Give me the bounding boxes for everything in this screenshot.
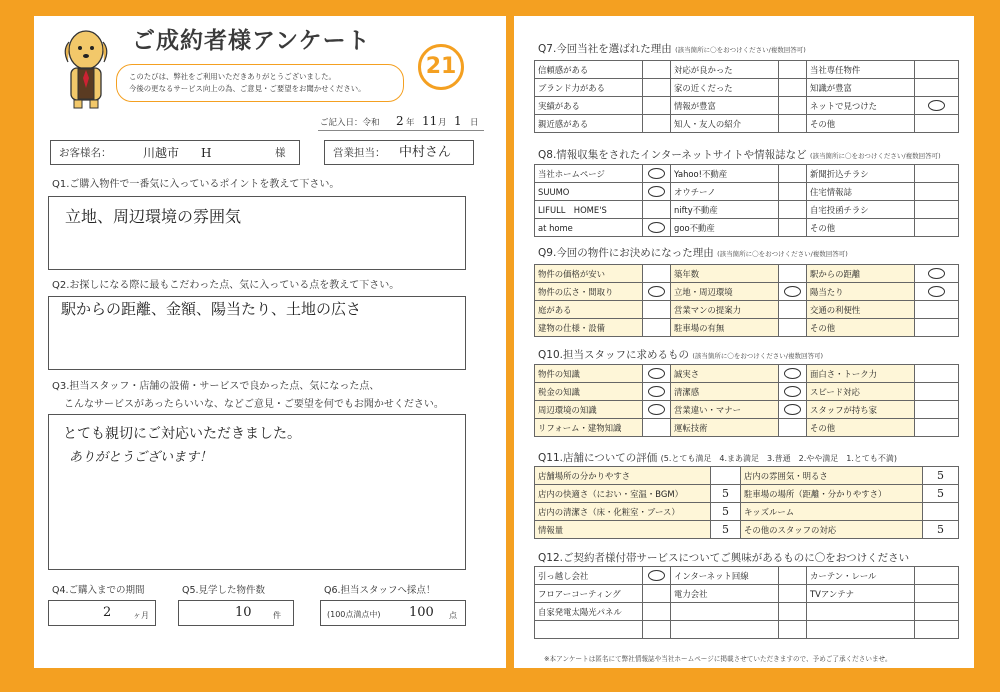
q10-option-label: 周辺環境の知識 bbox=[535, 401, 643, 419]
intro-bubble bbox=[116, 64, 404, 102]
century21-logo: 21 bbox=[418, 44, 464, 90]
q11-row bbox=[535, 503, 959, 521]
q12-checkbox[interactable] bbox=[779, 603, 807, 621]
q8-option-label: オウチーノ bbox=[671, 183, 779, 201]
q4-question: Q4.ご購入までの期間 bbox=[52, 585, 145, 596]
q6-unit: 点 bbox=[449, 611, 457, 620]
q10-checkbox[interactable] bbox=[779, 401, 807, 419]
q9-option-label: 物件の価格が安い bbox=[535, 265, 643, 283]
circle-mark-icon bbox=[648, 570, 665, 581]
q12-title: Q12.ご契約者様付帯サービスについてご興味があるものに〇をおつけください bbox=[538, 552, 910, 564]
customer-label: お客様名： bbox=[59, 147, 112, 159]
q10-row bbox=[535, 383, 959, 401]
q12-option-label bbox=[807, 621, 915, 639]
q2-answer: 駅からの距離、金額、陽当たり、土地の広さ bbox=[61, 300, 362, 318]
q9-option-label: 駅からの距離 bbox=[807, 265, 915, 283]
q11-score[interactable] bbox=[711, 467, 741, 485]
date-month-unit: 月 bbox=[438, 118, 447, 128]
q8-option-label: SUUMO bbox=[535, 183, 643, 201]
q12-option-label: TVアンテナ bbox=[807, 585, 915, 603]
q12-option-label bbox=[671, 621, 779, 639]
q10-checkbox[interactable] bbox=[779, 383, 807, 401]
q8-title: Q8.情報収集をされたインターネットサイトや情報誌など (該当箇所に〇をおつけください/複数回答可) bbox=[538, 149, 941, 161]
q8-option-label: 新聞折込チラシ bbox=[807, 165, 915, 183]
circle-mark-icon bbox=[648, 286, 665, 297]
q9-title: Q9.今回の物件にお決めになった理由 (該当箇所に〇をおつけください/複数回答可) bbox=[538, 247, 848, 259]
q9-checkbox[interactable] bbox=[779, 301, 807, 319]
q8-row bbox=[535, 165, 959, 183]
left-page bbox=[34, 16, 506, 668]
q11-item-label: その他のスタッフの対応 bbox=[741, 521, 923, 539]
date-prefix: ご記入日：令和 bbox=[320, 118, 380, 128]
q8-checkbox[interactable] bbox=[915, 201, 959, 219]
date-month: 11 bbox=[422, 114, 438, 128]
customer-initial: H bbox=[201, 146, 212, 160]
q4-answer-box[interactable] bbox=[48, 600, 156, 626]
q8-checkbox[interactable] bbox=[915, 219, 959, 237]
circle-mark-icon bbox=[648, 222, 665, 233]
q11-item-label: 店内の快適さ（におい・室温・BGM） bbox=[535, 485, 711, 503]
q11-score[interactable]: 5 bbox=[923, 485, 959, 503]
q7-option-label: 情報が豊富 bbox=[671, 97, 779, 115]
q8-checkbox[interactable] bbox=[779, 219, 807, 237]
circle-mark-icon bbox=[928, 268, 945, 279]
q12-option-label: カーテン・レール bbox=[807, 567, 915, 585]
q12-table bbox=[534, 566, 959, 639]
q11-item-label: キッズルーム bbox=[741, 503, 923, 521]
q8-option-label: goo不動産 bbox=[671, 219, 779, 237]
q10-option-label: スピード対応 bbox=[807, 383, 915, 401]
q10-checkbox[interactable] bbox=[915, 383, 959, 401]
q10-row bbox=[535, 419, 959, 437]
q7-row bbox=[535, 79, 959, 97]
q9-option-label: 陽当たり bbox=[807, 283, 915, 301]
q6-value: 100 bbox=[409, 605, 434, 620]
q10-checkbox[interactable] bbox=[915, 365, 959, 383]
q9-checkbox[interactable] bbox=[779, 283, 807, 301]
q12-checkbox[interactable] bbox=[915, 567, 959, 585]
q9-checkbox[interactable] bbox=[915, 319, 959, 337]
q11-item-label: 店内の清潔さ（床・化粧室・ブース） bbox=[535, 503, 711, 521]
customer-name-field[interactable] bbox=[50, 140, 300, 165]
q12-option-label: 電力会社 bbox=[671, 585, 779, 603]
q5-answer-box[interactable] bbox=[178, 600, 294, 626]
q7-option-label: 親近感がある bbox=[535, 115, 643, 133]
q7-checkbox[interactable] bbox=[779, 79, 807, 97]
circle-mark-icon bbox=[784, 286, 801, 297]
q12-row bbox=[535, 585, 959, 603]
q3-question-line1: Q3.担当スタッフ・店舗の設備・サービスで良かった点、気になった点、 bbox=[52, 381, 380, 392]
q10-checkbox[interactable] bbox=[915, 419, 959, 437]
date-year-unit: 年 bbox=[406, 118, 415, 128]
q9-row bbox=[535, 319, 959, 337]
q11-item-label: 店内の雰囲気・明るさ bbox=[741, 467, 923, 485]
q7-option-label: 実績がある bbox=[535, 97, 643, 115]
q12-option-label: 自家発電太陽光パネル bbox=[535, 603, 643, 621]
q5-unit: 件 bbox=[273, 611, 281, 620]
circle-mark-icon bbox=[648, 386, 665, 397]
page-title: ご成約者様アンケート bbox=[132, 28, 371, 54]
q10-checkbox[interactable] bbox=[915, 401, 959, 419]
q10-option-label: 運転技術 bbox=[671, 419, 779, 437]
q12-row bbox=[535, 567, 959, 585]
q7-checkbox[interactable] bbox=[643, 97, 671, 115]
q8-checkbox[interactable] bbox=[643, 219, 671, 237]
q11-score[interactable]: 5 bbox=[711, 503, 741, 521]
q6-note: (100点満点中) bbox=[327, 610, 381, 619]
q9-option-label: 築年数 bbox=[671, 265, 779, 283]
q2-question: Q2.お探しになる際に最もこだわった点、気に入っている点を教えて下さい。 bbox=[52, 280, 400, 291]
q7-option-label: 知識が豊富 bbox=[807, 79, 915, 97]
q8-checkbox[interactable] bbox=[779, 183, 807, 201]
q7-option-label: 知人・友人の紹介 bbox=[671, 115, 779, 133]
q10-checkbox[interactable] bbox=[779, 419, 807, 437]
q12-option-label: インターネット回線 bbox=[671, 567, 779, 585]
q10-checkbox[interactable] bbox=[779, 365, 807, 383]
q10-row bbox=[535, 365, 959, 383]
q9-row bbox=[535, 265, 959, 283]
q9-checkbox[interactable] bbox=[643, 319, 671, 337]
q11-row bbox=[535, 521, 959, 539]
q9-option-label: 庭がある bbox=[535, 301, 643, 319]
q7-checkbox[interactable] bbox=[915, 79, 959, 97]
q9-checkbox[interactable] bbox=[915, 265, 959, 283]
circle-mark-icon bbox=[648, 404, 665, 415]
circle-mark-icon bbox=[784, 386, 801, 397]
q8-checkbox[interactable] bbox=[915, 183, 959, 201]
q10-checkbox[interactable] bbox=[643, 365, 671, 383]
q7-option-label: 対応が良かった bbox=[671, 61, 779, 79]
q7-row bbox=[535, 61, 959, 79]
q9-option-label: 駐車場の有無 bbox=[671, 319, 779, 337]
q12-row bbox=[535, 603, 959, 621]
q12-checkbox[interactable] bbox=[915, 585, 959, 603]
date-year: 2 bbox=[396, 114, 404, 128]
q10-checkbox[interactable] bbox=[643, 383, 671, 401]
q12-checkbox[interactable] bbox=[779, 585, 807, 603]
q8-row bbox=[535, 201, 959, 219]
q5-value: 10 bbox=[235, 605, 252, 620]
q7-option-label: ブランド力がある bbox=[535, 79, 643, 97]
q3-answer-line1: とても親切にご対応いただきました。 bbox=[63, 426, 301, 442]
q10-option-label: 誠実さ bbox=[671, 365, 779, 383]
q10-checkbox[interactable] bbox=[643, 419, 671, 437]
circle-mark-icon bbox=[928, 286, 945, 297]
q8-checkbox[interactable] bbox=[643, 165, 671, 183]
q11-score[interactable]: 5 bbox=[711, 485, 741, 503]
q7-option-label: 信頼感がある bbox=[535, 61, 643, 79]
q7-option-label: 家の近くだった bbox=[671, 79, 779, 97]
q12-checkbox[interactable] bbox=[643, 621, 671, 639]
q12-checkbox[interactable] bbox=[643, 567, 671, 585]
q9-checkbox[interactable] bbox=[643, 283, 671, 301]
q12-checkbox[interactable] bbox=[779, 567, 807, 585]
q8-option-label: 自宅投函チラシ bbox=[807, 201, 915, 219]
q10-option-label: リフォーム・建物知識 bbox=[535, 419, 643, 437]
q12-checkbox[interactable] bbox=[915, 621, 959, 639]
q9-checkbox[interactable] bbox=[643, 301, 671, 319]
q1-answer-box[interactable] bbox=[48, 196, 466, 270]
circle-mark-icon bbox=[928, 100, 945, 111]
q11-score[interactable]: 5 bbox=[711, 521, 741, 539]
q8-option-label: その他 bbox=[807, 219, 915, 237]
q12-option-label bbox=[807, 603, 915, 621]
q8-option-label: at home bbox=[535, 219, 643, 237]
q7-checkbox[interactable] bbox=[643, 61, 671, 79]
q8-checkbox[interactable] bbox=[643, 183, 671, 201]
q8-option-label: 当社ホームページ bbox=[535, 165, 643, 183]
q5-question: Q5.見学した物件数 bbox=[182, 585, 266, 596]
q12-checkbox[interactable] bbox=[643, 585, 671, 603]
q10-option-label: スタッフが持ち家 bbox=[807, 401, 915, 419]
q10-option-label: 清潔感 bbox=[671, 383, 779, 401]
q9-row bbox=[535, 301, 959, 319]
q3-answer-box[interactable] bbox=[48, 414, 466, 570]
q10-checkbox[interactable] bbox=[643, 401, 671, 419]
circle-mark-icon bbox=[648, 186, 665, 197]
q11-item-label: 駐車場の場所（距離・分かりやすさ） bbox=[741, 485, 923, 503]
q8-checkbox[interactable] bbox=[779, 201, 807, 219]
q8-row bbox=[535, 219, 959, 237]
q7-checkbox[interactable] bbox=[915, 97, 959, 115]
q8-option-label: 住宅情報誌 bbox=[807, 183, 915, 201]
q9-checkbox[interactable] bbox=[779, 265, 807, 283]
q9-option-label: 物件の広さ・間取り bbox=[535, 283, 643, 301]
q3-answer-line2: ありがとうございます！ bbox=[69, 450, 213, 465]
q10-title: Q10.担当スタッフに求めるもの (該当箇所に〇をおつけください/複数回答可) bbox=[538, 349, 824, 361]
q9-checkbox[interactable] bbox=[779, 319, 807, 337]
q12-option-label bbox=[535, 621, 643, 639]
q11-score[interactable] bbox=[923, 503, 959, 521]
q11-item-label: 店舗場所の分かりやすさ bbox=[535, 467, 711, 485]
q12-row bbox=[535, 621, 959, 639]
q7-option-label: ネットで見つけた bbox=[807, 97, 915, 115]
customer-value: 川越市 bbox=[143, 146, 180, 160]
q3-question-line2: こんなサービスがあったらいいな、などご意見・ご要望を何でもお聞かせください。 bbox=[64, 399, 444, 410]
q4-value: 2 bbox=[103, 605, 112, 620]
q10-option-label: 税金の知識 bbox=[535, 383, 643, 401]
q7-checkbox[interactable] bbox=[643, 79, 671, 97]
q10-option-label: 営業違い・マナー bbox=[671, 401, 779, 419]
q9-option-label: 営業マンの提案力 bbox=[671, 301, 779, 319]
q11-title: Q11.店舗についての評価 (5.とても満足 4.まあ満足 3.普通 2.やや満足 1.とても不満) bbox=[538, 452, 898, 464]
customer-suffix: 様 bbox=[275, 147, 286, 159]
q9-table bbox=[534, 264, 959, 337]
q12-checkbox[interactable] bbox=[643, 603, 671, 621]
circle-mark-icon bbox=[648, 168, 665, 179]
q4-unit: ヶ月 bbox=[133, 611, 149, 620]
circle-mark-icon bbox=[784, 404, 801, 415]
staff-label: 営業担当： bbox=[333, 147, 386, 159]
q8-option-label: nifty不動産 bbox=[671, 201, 779, 219]
q9-row bbox=[535, 283, 959, 301]
q2-answer-box[interactable] bbox=[48, 296, 466, 370]
staff-value: 中村さん bbox=[399, 145, 452, 160]
intro-line-1: このたびは、弊社をご利用いただきありがとうございました。 bbox=[129, 72, 336, 81]
q6-question: Q6.担当スタッフへ採点！ bbox=[324, 585, 436, 596]
q12-option-label: フロアーコーティング bbox=[535, 585, 643, 603]
q7-table bbox=[534, 60, 959, 133]
q12-option-label: 引っ越し会社 bbox=[535, 567, 643, 585]
q7-checkbox[interactable] bbox=[643, 115, 671, 133]
q12-checkbox[interactable] bbox=[915, 603, 959, 621]
q6-answer-box[interactable] bbox=[320, 600, 466, 626]
q11-score[interactable]: 5 bbox=[923, 467, 959, 485]
staff-field[interactable] bbox=[324, 140, 474, 165]
footer-note: ※本アンケートは匿名にて弊社情報誌や当社ホームページに掲載させていただきますので、予めご了承くださいませ。 bbox=[544, 655, 892, 663]
q7-checkbox[interactable] bbox=[915, 61, 959, 79]
q11-row bbox=[535, 485, 959, 503]
q8-table bbox=[534, 164, 959, 237]
q8-option-label: LIFULL HOME'S bbox=[535, 201, 643, 219]
q7-checkbox[interactable] bbox=[915, 115, 959, 133]
q8-option-label: Yahoo!不動産 bbox=[671, 165, 779, 183]
q10-option-label: 面白さ・トーク力 bbox=[807, 365, 915, 383]
q11-score[interactable]: 5 bbox=[923, 521, 959, 539]
q11-table bbox=[534, 466, 959, 539]
date-day-unit: 日 bbox=[470, 118, 479, 128]
q10-row bbox=[535, 401, 959, 419]
q11-item-label: 情報量 bbox=[535, 521, 711, 539]
q1-answer: 立地、周辺環境の雰囲気 bbox=[65, 207, 242, 226]
q7-checkbox[interactable] bbox=[779, 61, 807, 79]
q7-option-label: その他 bbox=[807, 115, 915, 133]
q9-checkbox[interactable] bbox=[643, 265, 671, 283]
right-page bbox=[514, 16, 974, 668]
q10-option-label: 物件の知識 bbox=[535, 365, 643, 383]
q7-option-label: 当社専任物件 bbox=[807, 61, 915, 79]
circle-mark-icon bbox=[648, 368, 665, 379]
q7-row bbox=[535, 97, 959, 115]
q10-table bbox=[534, 364, 959, 437]
q7-row bbox=[535, 115, 959, 133]
q10-option-label: その他 bbox=[807, 419, 915, 437]
q7-checkbox[interactable] bbox=[779, 115, 807, 133]
q9-option-label: その他 bbox=[807, 319, 915, 337]
q7-checkbox[interactable] bbox=[779, 97, 807, 115]
q9-checkbox[interactable] bbox=[915, 283, 959, 301]
q9-option-label: 立地・周辺環境 bbox=[671, 283, 779, 301]
q9-option-label: 交通の利便性 bbox=[807, 301, 915, 319]
q8-checkbox[interactable] bbox=[915, 165, 959, 183]
date-day: 1 bbox=[454, 114, 462, 128]
q9-option-label: 建物の仕様・設備 bbox=[535, 319, 643, 337]
q8-row bbox=[535, 183, 959, 201]
q8-checkbox[interactable] bbox=[779, 165, 807, 183]
q12-option-label bbox=[671, 603, 779, 621]
q1-question: Q1.ご購入物件で一番気に入っているポイントを教えて下さい。 bbox=[52, 179, 340, 190]
q12-checkbox[interactable] bbox=[779, 621, 807, 639]
intro-line-2: 今後の更なるサービス向上の為、ご意見・ご要望をお聞かせください。 bbox=[129, 83, 366, 93]
q7-title: Q7.今回当社を選ばれた理由 (該当箇所に〇をおつけください/複数回答可) bbox=[538, 43, 806, 55]
circle-mark-icon bbox=[784, 368, 801, 379]
q8-checkbox[interactable] bbox=[643, 201, 671, 219]
q11-row bbox=[535, 467, 959, 485]
q9-checkbox[interactable] bbox=[915, 301, 959, 319]
dog-mascot-icon bbox=[56, 22, 118, 112]
